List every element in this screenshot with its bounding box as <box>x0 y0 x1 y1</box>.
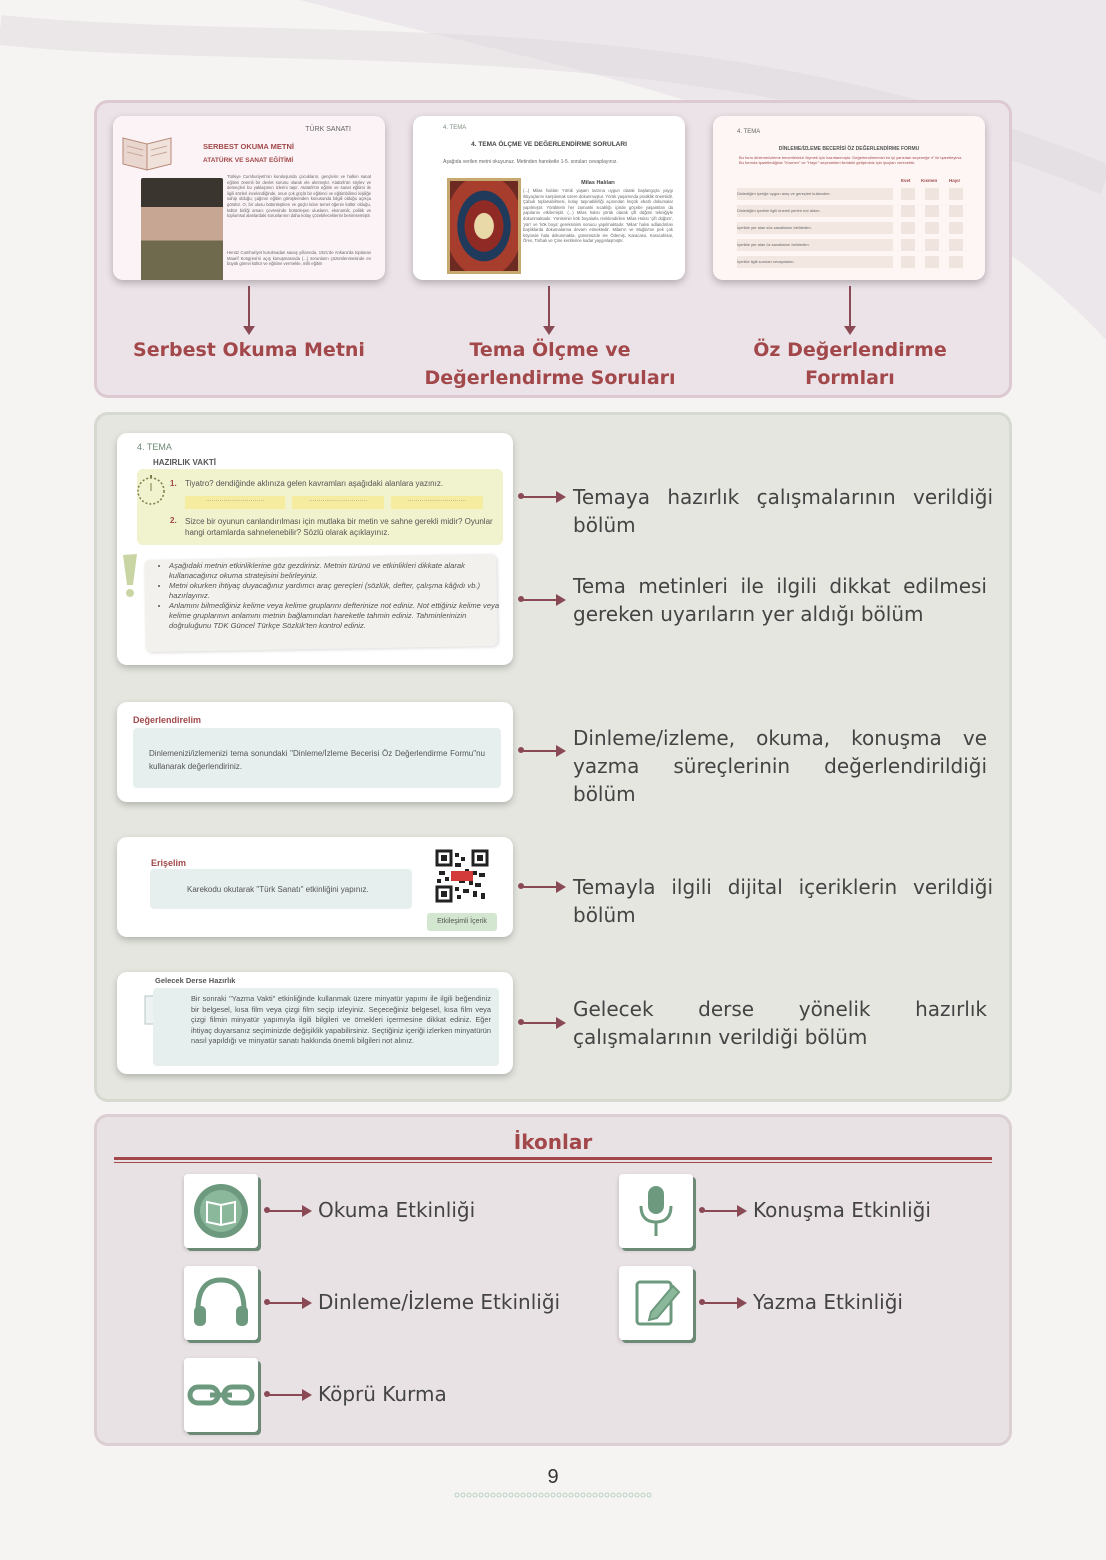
warning-item: • Metni okurken ihtiyaç duyacağınız yardımcı araç gereçleri (sözlük, defter, çalışma kâğıdı vb.) hazırlayınız. <box>169 581 507 601</box>
page-number: 9 <box>547 1466 559 1488</box>
thumb-title: 4. TEMA ÖLÇME VE DEĞERLENDİRME SORULARI <box>471 141 627 148</box>
thumb-intro: Bu form dinleme/izleme becerilerinizi ölçmek için hazırlanmıştır. Değerlendirmenizi en iyi yansıtan seçeneğe ✔ ile işaretleyiniz. Bu formda işaretlediğiniz "Kısmen" ve "Hayır" seçenekleri ilerideki gelişiminiz için ipuçları verecektir. <box>739 155 963 165</box>
answer-field[interactable]: .............................. <box>292 496 384 509</box>
icon-box-listening <box>184 1266 258 1340</box>
portrait-image <box>141 178 223 280</box>
thumb-self-assessment <box>713 116 985 280</box>
form-row <box>737 237 977 254</box>
answer-field[interactable]: .............................. <box>391 496 483 509</box>
label-speaking: Konuşma Etkinliği <box>753 1198 931 1222</box>
interactive-content-button[interactable]: Etkileşimli İçerik <box>427 913 497 931</box>
card-header: 4. TEMA <box>137 442 172 452</box>
answer-field[interactable]: .............................. <box>185 496 285 509</box>
card-text: Dinlemenizi/izlemenizi tema sonundaki "Dinleme/İzleme Becerisi Öz Değerlendirme Formu"nu kullanarak değerlendiriniz. <box>149 749 485 771</box>
arrow-right <box>701 1210 745 1212</box>
thumb-header: 4. TEMA <box>443 125 467 131</box>
desc-preparation: Temaya hazırlık çalışmalarının verildiği bölüm <box>573 485 993 537</box>
arrow-right <box>266 1394 310 1396</box>
desc-warnings: Tema metinleri ile ilgili dikkat edilmesi gereken uyarıların yer aldığı bölüm <box>573 574 987 626</box>
checkbox-cells[interactable] <box>901 222 971 234</box>
card-title: Erişelim <box>151 858 187 868</box>
stopwatch-icon <box>133 471 169 507</box>
column-no: Hayır <box>949 178 961 183</box>
arrow-right <box>266 1210 310 1212</box>
carpet-image <box>447 178 521 274</box>
open-book-icon <box>119 134 177 174</box>
icon-box-bridging <box>184 1358 258 1432</box>
caption-free-reading: Serbest Okuma Metni <box>133 339 365 361</box>
icon-box-writing <box>619 1266 693 1340</box>
arrow-right <box>520 750 564 752</box>
q2-number: 2. <box>170 516 177 525</box>
warning-list <box>157 561 507 631</box>
label-listening: Dinleme/İzleme Etkinliği <box>318 1290 561 1314</box>
icon-box-reading <box>184 1174 258 1248</box>
page-number-ornament <box>454 1492 652 1498</box>
warning-item: • Anlamını bilmediğiniz kelime veya kelime gruplarını defterinize not ediniz. Not ettiğiniz kelime veya kelime gruplarının anlamını metnin bağlamından hareketle tahmin ediniz. Tahminlerinizin doğruluğunu TDK Güncel Türkçe Sözlük'ten kontrol ediniz. <box>169 601 507 631</box>
arrow-right <box>520 886 564 888</box>
form-row-text: İçerikte yer alan söz sanatlarını belirledim. <box>737 222 893 234</box>
warning-item: • Aşağıdaki metnin etkinliklerine göz gezdiriniz. Metnin türünü ve etkinlikleri dikkate alarak kullanacağınız okuma stratejisini belirleyiniz. <box>169 561 507 581</box>
form-row <box>737 254 977 271</box>
column-yes: Evet <box>901 178 911 183</box>
form-row-text: İçerikle ilgili soruları cevapladım. <box>737 256 893 268</box>
card-access <box>117 837 513 937</box>
icon-box-speaking <box>619 1174 693 1248</box>
q1-number: 1. <box>170 479 177 488</box>
label-reading: Okuma Etkinliği <box>318 1198 476 1222</box>
form-row-text: İçerikte yer alan öz sanatlarını belirledim. <box>737 239 893 251</box>
pencil-icon <box>619 1266 693 1340</box>
card-title: Gelecek Derse Hazırlık <box>155 976 236 985</box>
thumb-title: SERBEST OKUMA METNİ <box>203 142 294 151</box>
arrow-right <box>520 1022 564 1024</box>
thumb-title: DİNLEME/İZLEME BECERİSİ ÖZ DEĞERLENDİRME FORMU <box>778 146 920 152</box>
desc-next-lesson: Gelecek derse yönelik hazırlık çalışmalarının verildiği bölüm <box>573 997 987 1049</box>
card-preparation <box>117 433 513 665</box>
form-rows <box>737 186 977 271</box>
caption-assessment: Tema Ölçme ve Değerlendirme Soruları <box>424 339 676 389</box>
arrow-right <box>520 599 564 601</box>
arrow-down <box>548 286 550 326</box>
thumb-header: 4. TEMA <box>737 129 761 135</box>
arrow-right <box>266 1302 310 1304</box>
thumb-header: TÜRK SANATI <box>305 126 351 133</box>
icons-title: İkonlar <box>513 1130 593 1154</box>
thumb-paragraph-1: Türkiye Cumhuriyeti'nin kuruluşunda çocukların, gençlerin ve halkın sanat eğitimi önemli bir devlet sorunu olarak ele alınmıştır. Atatürk'ün söylev ve demeçleri bu yaklaşımın izlerini taşır. Atatürk'ün eğitim ve sanat eğitimi ile ilgili sözleri incelendiğinde, onun çok güçlü bir eğitimci ve eğitimbilimci kişiliğe sahip olduğu; çağının eğitim görüşlerinden konusunda bilgili olduğu açıkça görülür. O, bir ulusu bütünleştiren ve güçlü kılan temel öğenin kültür olduğu, kültür birliği amacı çevresinde bütünleşen ulusların, ekonomik, politik ve toplumsal alanlardaki sorunlarının daha kolay çözebileceklerini benimsemiştir. <box>227 174 371 219</box>
microphone-icon <box>619 1174 693 1248</box>
form-row <box>737 220 977 237</box>
thumb-subtitle: ATATÜRK VE SANAT EĞİTİMİ <box>203 157 294 164</box>
card-evaluation <box>117 702 513 802</box>
arrow-down-head <box>543 326 555 335</box>
card-text: Karekodu okutarak "Türk Sanatı" etkinliğini yapınız. <box>187 885 369 894</box>
form-row-text: Dinlediğim içeriğe uygun araç ve gereçleri kullandım. <box>737 188 893 200</box>
label-bridging: Köprü Kurma <box>318 1382 447 1406</box>
form-row <box>737 203 977 220</box>
thumb-free-reading <box>113 116 385 280</box>
text-title: Milas Halıları <box>581 180 615 186</box>
book-icon <box>184 1174 258 1248</box>
title-rule <box>114 1157 992 1163</box>
card-text: Bir sonraki "Yazma Vakti" etkinliğinde kullanmak üzere minyatür yapımı ile ilgili beğendiniz bir belgesel, kısa film veya çizgi film seçip izleyiniz. Seçeceğiniz belgesel, kısa film veya çizgi filmin minyatür yapımıyla ilgili bilgileri ve örnekleri içermesine dikkat ediniz. Eğer ihtiyaç duyarsanız seçiminizde değişiklik yapabilirsiniz. Seçtiğiniz içeriği izlerken minyatürün nasıl yapıldığı ve minyatür sanatı hakkında önemli bilgileri not alınız. <box>191 994 491 1046</box>
arrow-down-head <box>243 326 255 335</box>
arrow-down-head <box>844 326 856 335</box>
caption-self-assessment: Öz Değerlendirme Formları <box>753 339 947 389</box>
checkbox-cells[interactable] <box>901 188 971 200</box>
desc-evaluation: Dinleme/izleme, okuma, konuşma ve yazma süreçlerinin değerlendirildiği bölüm <box>573 726 987 806</box>
card-next-lesson <box>117 972 513 1074</box>
form-row <box>737 186 977 203</box>
q1-text: Tiyatro? dendiğinde aklınıza gelen kavramları aşağıdaki alanlara yazınız. <box>185 479 444 488</box>
text-body: (...) Milas halıları Yörük yaşam tarzına uygun olarak başlangıçta yaygı ihtiyaçlarını karşılamak üzere dokunmuştur. Yörük yaşamında pratiklik önemlidir. Çabuk toplanabilmesi, kolay taşınabilirliği açısından küçük ebatlı dokumalar yapılmıştır. Yörüklerin her zamanki sıcaklığı içinde göçebe yaşantıları da yapılarını etkilemiştir. (...) Milas halısı yörük olarak çift düğüm tekniğiyle dokunmaktadır. Yünlerinin kök boyalarla renklendirilen Milas Halısı 'çift düğüm', 'yün' ve 'kök boya' gereksinimi sonucu yapılmaktadır. 'Milas' halısı adlandırılan başlıklarda dokumalarına devam etmektedir. Milas'ın ve Muğla'nın pek çok köyünde hala dokunmakta, günümüzde ise Ödemiş, Karacasu, Karacahisar, Ören, Torbalı ve Çine kentlerine kadar yaygınlaşmıştır. <box>523 188 673 244</box>
q2-text: Sizce bir oyunun canlandırılması için mutlaka bir metin ve sahne gerekli midir? Oyunlar hangi ortamlarda sahnelenebilir? Sözlü olarak açıklayınız. <box>185 517 493 537</box>
headphones-icon <box>184 1266 258 1340</box>
label-writing: Yazma Etkinliği <box>753 1290 903 1314</box>
checkbox-cells[interactable] <box>901 205 971 217</box>
thumb-assessment-questions <box>413 116 685 280</box>
card-title: HAZIRLIK VAKTİ <box>153 458 216 467</box>
arrow-right <box>520 496 564 498</box>
form-row-text: Dinlediğim içerikle ilgili önemli yerleri not aldım. <box>737 205 893 217</box>
checkbox-cells[interactable] <box>901 256 971 268</box>
desc-digital: Temayla ilgili dijital içeriklerin verildiği bölüm <box>573 875 993 927</box>
column-partly: Kısmen <box>921 178 938 183</box>
chain-link-icon <box>184 1358 258 1432</box>
exclamation-icon <box>117 551 147 601</box>
thumb-paragraph-2: Henüz Cumhuriyet kurulmadan savaş yıllarında, 1921'de Ankara'da toplanan Maarif Kongresi'ni açış konuşmasında (...) sorunların çözümlenmesinde en büyük görevi kültür ve eğitime vermekle, milli eğitim <box>227 250 371 267</box>
card-title: Değerlendirelim <box>133 715 202 725</box>
arrow-down <box>849 286 851 326</box>
qr-code-icon[interactable] <box>435 849 489 903</box>
arrow-down <box>248 286 250 326</box>
arrow-right <box>701 1302 745 1304</box>
thumb-instruction: Aşağıda verilen metni okuyunuz. Metinden hareketle 1-5. soruları cevaplayınız. <box>443 159 618 165</box>
checkbox-cells[interactable] <box>901 239 971 251</box>
